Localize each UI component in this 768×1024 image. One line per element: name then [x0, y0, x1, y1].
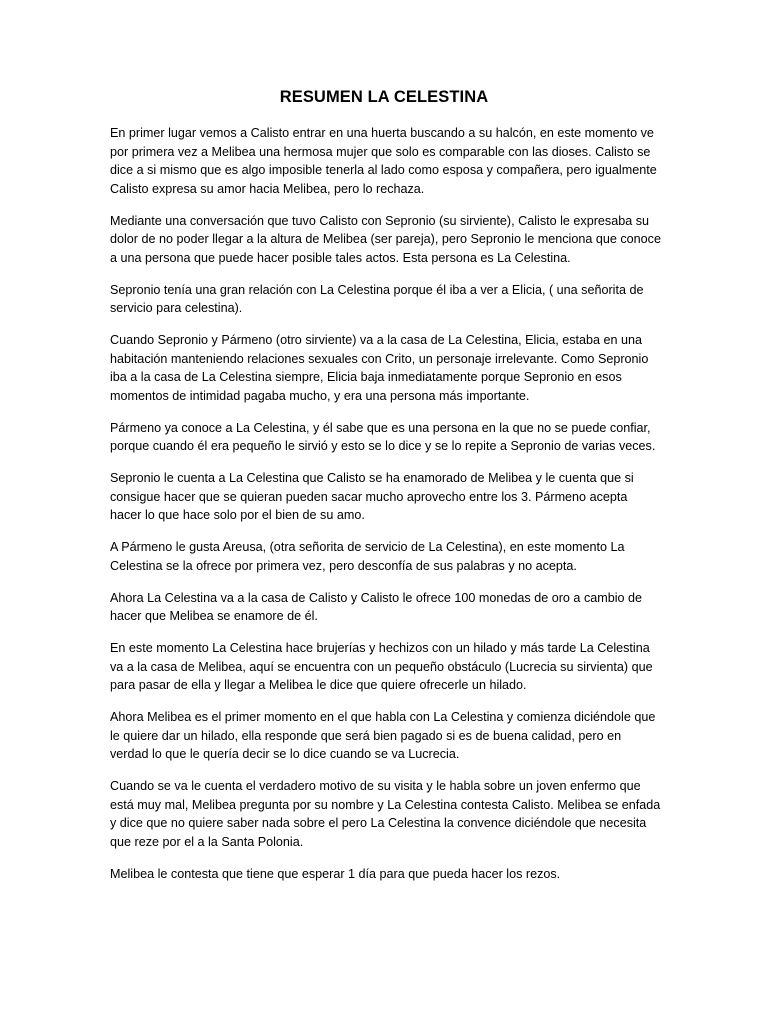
paragraph: Mediante una conversación que tuvo Calisto con Sepronio (su sirviente), Calisto le expresaba su dolor de no poder llegar a la altura de Melibea (ser pareja), pero Sepronio le menciona que conoce a una persona que puede hacer posible tales actos. Esta persona es La Celestina. [110, 213, 661, 265]
paragraph: Pármeno ya conoce a La Celestina, y él sabe que es una persona en la que no se puede confiar, porque cuando él era pequeño le sirvió y esto se lo dice y se lo repite a Sepronio de varias veces. [110, 420, 656, 453]
paragraph: En primer lugar vemos a Calisto entrar en una huerta buscando a su halcón, en este momento ve por primera vez a Melibea una hermosa mujer que solo es comparable con las dioses. Calisto se dice a si mismo que es algo imposible tenerla al lado como esposa y compañera, pero igualmente Calisto expresa su amor hacia Melibea, pero lo rechaza. [110, 126, 657, 196]
paragraph: Sepronio le cuenta a La Celestina que Calisto se ha enamorado de Melibea y le cuenta que si consigue hacer que se quieran pueden sacar mucho aprovecho entre los 3. Pármeno acepta hacer lo que hace solo por el bien de su amo. [110, 471, 634, 522]
document-body [110, 124, 662, 897]
paragraph: En este momento La Celestina hace brujerías y hechizos con un hilado y más tarde La Celestina va a la casa de Melibea, aquí se encuentra con un pequeño obstáculo (Lucrecia su sirvienta) que para pasar de ella y llegar a Melibea le dice que quiere ofrecerle un hilado. [110, 641, 653, 692]
document-title: RESUMEN LA CELESTINA [279, 88, 489, 106]
paragraph: Cuando se va le cuenta el verdadero motivo de su visita y le habla sobre un joven enfermo que está muy mal, Melibea pregunta por su nombre y La Celestina contesta Calisto. Melibea se enfada y dice que no quiere saber nada sobre el pero La Celestina la convence diciéndole que necesita que reze por el a la Santa Polonia. [110, 779, 661, 849]
paragraph: A Pármeno le gusta Areusa, (otra señorita de servicio de La Celestina), en este momento La Celestina se la ofrece por primera vez, pero desconfía de sus palabras y no acepta. [110, 540, 625, 573]
paragraph: Ahora La Celestina va a la casa de Calisto y Calisto le ofrece 100 monedas de oro a cambio de hacer que Melibea se enamore de él. [110, 590, 643, 623]
paragraph: Cuando Sepronio y Pármeno (otro sirviente) va a la casa de La Celestina, Elicia, estaba en una habitación manteniendo relaciones sexuales con Crito, un personaje irrelevante. Como Sepronio iba a la casa de La Celestina siempre, Elicia baja inmediatamente porque Sepronio en esos momentos de intimidad pagaba mucho, y era una persona más importante. [110, 333, 649, 403]
paragraph: Ahora Melibea es el primer momento en el que habla con La Celestina y comienza diciéndole que le quiere dar un hilado, ella responde que será bien pagado si es de buena calidad, pero en verdad lo que le quería decir se lo dice cuando se va Lucrecia. [110, 710, 656, 761]
paragraph: Melibea le contesta que tiene que esperar 1 día para que pueda hacer los rezos. [110, 866, 561, 881]
paragraph: Sepronio tenía una gran relación con La Celestina porque él iba a ver a Elicia, ( una señorita de servicio para celestina). [110, 282, 644, 315]
